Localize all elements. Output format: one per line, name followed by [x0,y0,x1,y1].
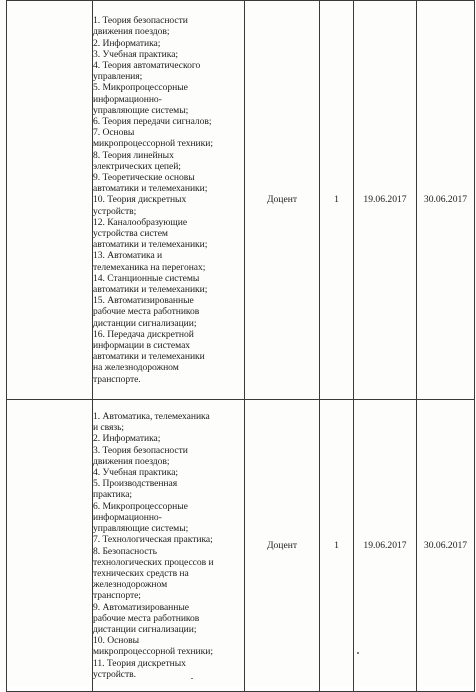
subject-line: автоматики и телемеханики [93,351,205,363]
subject-line: 11. Теория дискретных [93,657,186,669]
subject-line: устройств. [93,668,136,680]
subject-line: дистанции сигнализации; [93,623,197,635]
subject-line: 9. Автоматизированные [93,601,189,613]
subject-line: управляющие системы; [93,523,189,535]
end-date-cell: 30.06.2017 [417,1,475,400]
subject-line: железнодорожном [93,579,168,591]
subject-line: управляющие системы; [93,104,189,116]
table-row [7,1,475,400]
subject-line: информационно- [93,511,162,523]
subject-line: 15. Автоматизированные [93,295,194,307]
subject-line: 10. Основы [93,635,139,647]
subject-line: 12. Каналообразующие [93,216,188,228]
subject-line: 2. Информатика; [93,433,161,445]
subject-line: 6. Теория передачи сигналов; [93,115,212,127]
subject-line: практика; [93,489,133,501]
subject-line: 10. Теория дискретных [93,194,187,206]
staff-table [6,0,475,692]
subject-line: телемеханика на перегонах; [93,261,206,273]
subject-line: микропроцессорной техники; [93,138,213,150]
subject-line: микропроцессорной техники; [93,646,213,658]
position-cell: Доцент [245,1,320,400]
subject-line: 1. Теория безопасности [93,15,188,27]
subject-line: транспорте; [93,590,141,602]
subject-line: 7. Основы [93,127,135,139]
subject-line: на железнодорожном [93,362,179,374]
subject-line: автоматики и телемеханики; [93,284,208,296]
name-cell [7,400,93,692]
scan-speck [191,678,193,679]
start-date-cell: 19.06.2017 [354,1,417,400]
subject-line: устройства систем [93,228,168,239]
subject-line: автоматики и телемеханики; [93,183,208,195]
subject-line: информационно- [93,93,162,105]
subject-line: движения поездов; [93,26,170,38]
subject-line: устройств; [93,205,137,217]
subject-line: 4. Учебная практика; [93,467,179,479]
subject-line: 5. Микропроцессорные [93,82,188,94]
subject-line: технических средств на [93,567,189,579]
subjects-list [93,411,244,680]
rate-cell: 1 [320,1,354,400]
subject-line: 13. Автоматика и [93,250,163,262]
rate-cell: 1 [320,400,354,692]
subject-line: 9. Теоретические основы [93,171,195,183]
subject-line: 6. Микропроцессорные [93,500,188,512]
scan-speck [357,652,359,654]
subject-line: 3. Учебная практика; [93,48,179,60]
table-row [7,400,475,692]
subject-line: автоматики и телемеханики; [93,239,208,251]
subject-line: информации в системах [93,340,191,352]
subject-line: рабочие места работников [93,612,200,624]
subject-line: 16. Передача дискретной [93,328,194,340]
subjects-cell [93,1,245,400]
subjects-cell [93,400,245,692]
subject-line: рабочие места работников [93,306,200,318]
subjects-list [93,15,244,385]
start-date-cell: 19.06.2017 [354,400,417,692]
subject-line: управления; [93,71,143,83]
subject-line: 8. Теория линейных [93,149,174,161]
subject-line: 5. Производственная [93,478,178,490]
subject-line: 2. Информатика; [93,37,161,49]
subject-line: 3. Теория безопасности [93,444,188,456]
subject-line: и связь; [93,422,125,434]
subject-line: дистанции сигнализации; [93,317,197,329]
subject-line: электрических цепей; [93,160,181,172]
subject-line: движения поездов; [93,455,170,467]
subject-line: 8. Безопасность [93,545,157,557]
name-cell [7,1,93,400]
subject-line: 7. Технологическая практика; [93,534,213,546]
subject-line: 4. Теория автоматического [93,59,201,71]
position-cell: Доцент [245,400,320,692]
end-date-cell: 30.06.2017 [417,400,475,692]
subject-line: 14. Станционные системы [93,272,200,284]
subject-line: технологических процессов и [93,556,214,568]
subject-line: транспорте. [93,373,141,385]
subject-line: 1. Автоматика, телемеханика [93,411,210,423]
